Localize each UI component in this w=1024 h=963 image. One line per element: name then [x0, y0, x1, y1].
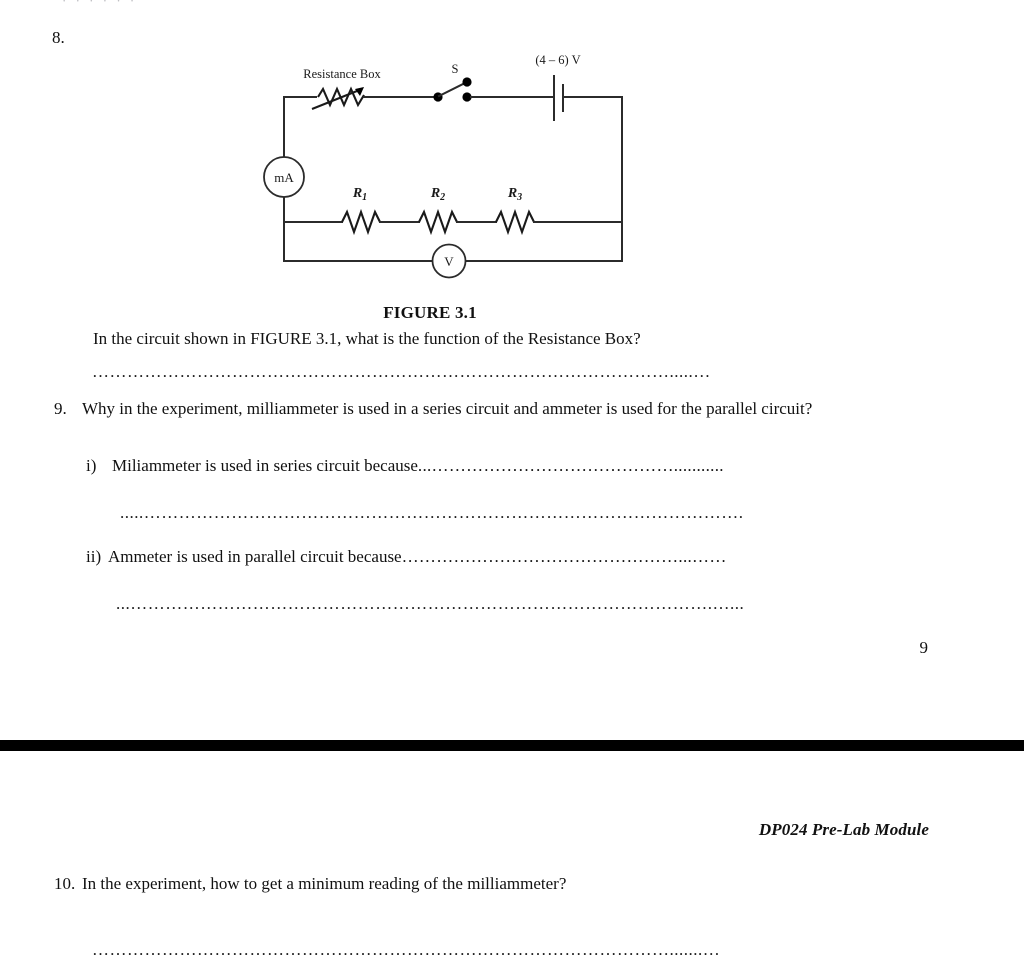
- switch-node-pivot: [462, 77, 471, 86]
- voltmeter-label: V: [444, 254, 454, 269]
- question-10-number: 10.: [54, 874, 76, 893]
- question-9-sub-ii-answer-line[interactable]: ...……………………………………………………………………………………….…...: [116, 594, 745, 613]
- question-10-block: [54, 873, 934, 895]
- resistor-r2-label: $R_2$: [430, 186, 446, 203]
- clipped-text-remnant: [62, 0, 362, 5]
- resistor-r3-label: $R_3$: [507, 186, 523, 203]
- question-8-number: 8.: [52, 28, 65, 47]
- switch-label: S: [451, 62, 459, 76]
- milliammeter-label: mA: [274, 170, 294, 185]
- resistance-box-label: Resistance Box: [303, 67, 381, 81]
- question-9-block: [54, 398, 864, 420]
- question-9-number: 9.: [54, 399, 67, 418]
- question-9-sub-ii-inline-dots[interactable]: …………………………………………...……: [401, 547, 727, 566]
- question-9-sub-ii-text: Ammeter is used in parallel circuit because: [108, 547, 402, 566]
- question-9-sub-ii: [86, 546, 727, 568]
- question-9-sub-ii-marker: ii): [86, 547, 102, 566]
- resistor-r1-label: $R_1$: [352, 186, 368, 203]
- figure-caption: FIGURE 3.1: [383, 303, 477, 322]
- question-9-sub-i: [86, 455, 724, 477]
- question-9-sub-i-text: Miliammeter is used in series circuit because: [112, 456, 418, 475]
- circuit-figure-3-1: [250, 45, 670, 295]
- question-8-prompt: In the circuit shown in FIGURE 3.1, what is the function of the Resistance Box?: [93, 329, 641, 348]
- question-9-prompt: Why in the experiment, milliammeter is used in a series circuit and ammeter is used for the parallel circuit?: [82, 399, 813, 418]
- question-10-answer-line[interactable]: ……………………………………………………………………………………….......…: [92, 940, 721, 959]
- page-number: 9: [919, 638, 928, 657]
- battery-voltage-label: (4 – 6) V: [535, 53, 581, 67]
- resistor-r2-zigzag: [419, 212, 457, 232]
- question-9-sub-i-answer-line[interactable]: .....………………………………………………………………………………………….: [120, 503, 744, 522]
- module-tag: DP024 Pre-Lab Module: [758, 820, 929, 839]
- question-10-prompt: In the experiment, how to get a minimum reading of the milliammeter?: [82, 874, 567, 893]
- resistor-r3-zigzag: [496, 212, 534, 232]
- resistor-r1-zigzag: [342, 212, 380, 232]
- question-9-sub-i-marker: i): [86, 456, 97, 475]
- switch-blade: [439, 83, 465, 96]
- page-separator-band: [0, 740, 1024, 751]
- question-9-sub-i-inline-dots[interactable]: ...……………………………………...........: [417, 456, 724, 475]
- question-8-answer-line[interactable]: ……………………………………………………………………………………….....…: [92, 362, 711, 381]
